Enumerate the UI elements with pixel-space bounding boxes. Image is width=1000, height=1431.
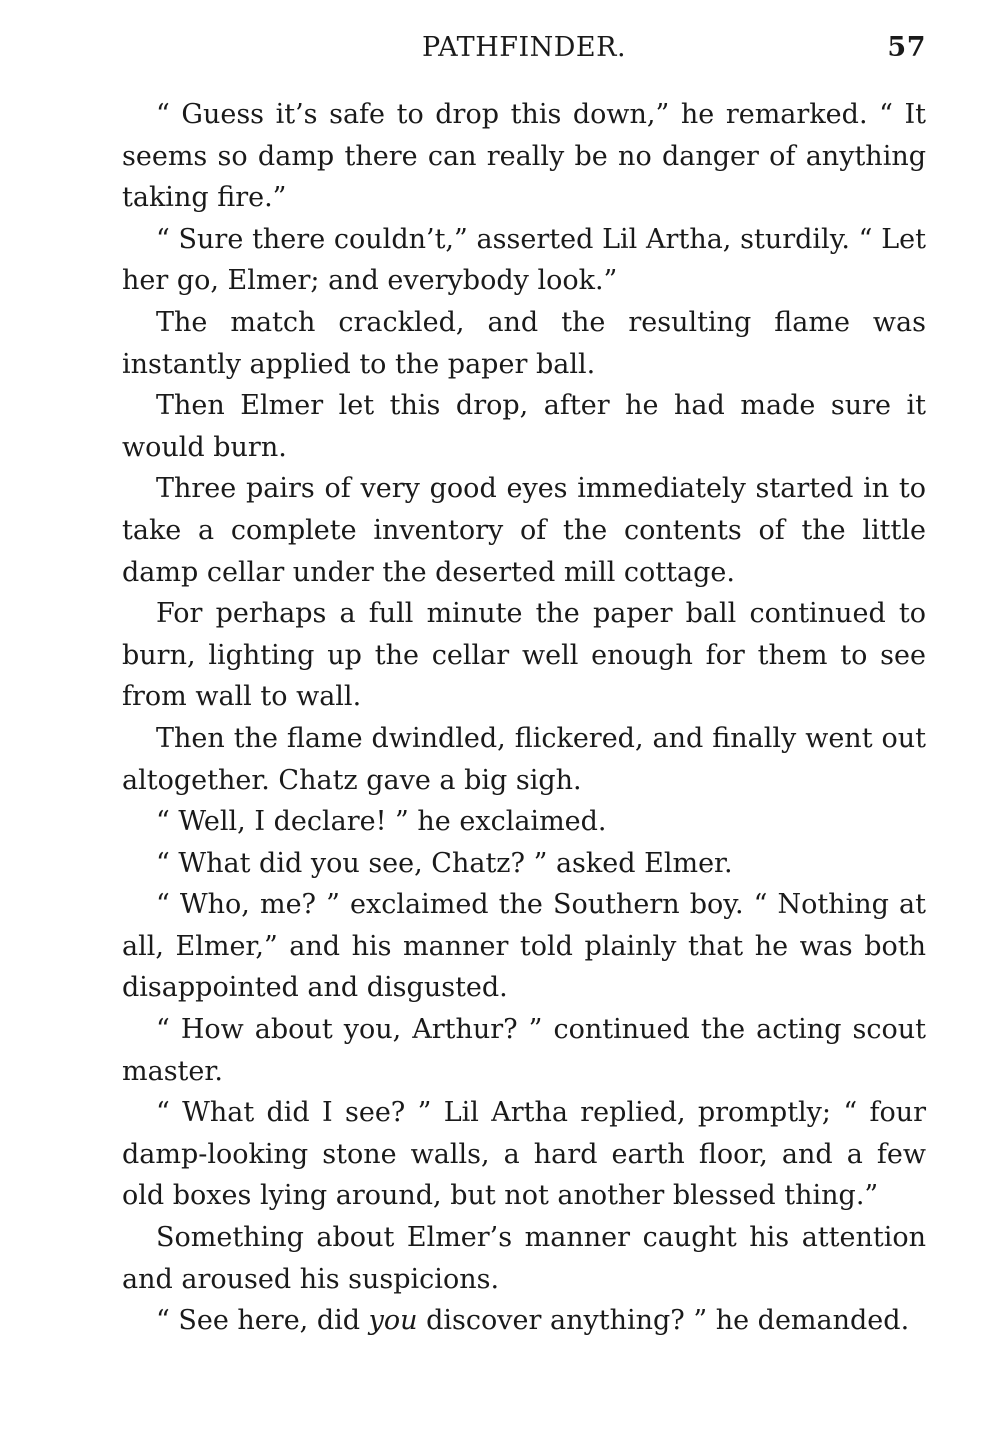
paragraph: “ What did I see? ” Lil Artha replied, promptly; “ four damp-looking stone walls, a hard earth floor, and a few old boxes lying around, but not another blessed thing.” <box>122 1097 926 1212</box>
last-paragraph-end: discover anything? ” he demanded. <box>417 1305 910 1337</box>
emphasized-word: you <box>368 1305 418 1337</box>
paragraph: Three pairs of very good eyes immediately started in to take a complete inventory of the contents of the little damp cellar under the deserted mill cottage. <box>122 473 926 588</box>
paragraph: The match crackled, and the resulting flame was instantly applied to the paper ball. <box>122 306 926 380</box>
paragraph: “ Who, me? ” exclaimed the Southern boy. “ Nothing at all, Elmer,” and his manner told plainly that he was both disappointed and disgusted. <box>122 889 926 1004</box>
paragraph: “ How about you, Arthur? ” continued the acting scout master. <box>122 1014 926 1087</box>
page-number: 57 <box>887 32 926 63</box>
page-header <box>122 32 926 72</box>
paragraph: Then Elmer let this drop, after he had made sure it would burn. <box>122 390 926 463</box>
body-text <box>122 94 926 1342</box>
last-paragraph-start: “ See here, did <box>156 1305 369 1337</box>
last-paragraph <box>122 1300 926 1342</box>
paragraph: Something about Elmer’s manner caught his attention and aroused his suspicions. <box>122 1222 926 1295</box>
paragraph: “ What did you see, Chatz? ” asked Elmer. <box>156 847 733 879</box>
paragraph: “ Well, I declare! ” he exclaimed. <box>156 806 607 838</box>
paragraph: “ Sure there couldn’t,” asserted Lil Artha, sturdily. “ Let her go, Elmer; and everybody look.” <box>122 223 926 297</box>
running-head: PATHFINDER. <box>421 32 627 63</box>
paragraph: “ Guess it’s safe to drop this down,” he remarked. “ It seems so damp there can really be no danger of anything taking fire.” <box>122 99 926 214</box>
paragraph: For perhaps a full minute the paper ball continued to burn, lighting up the cellar well enough for them to see from wall to wall. <box>122 598 926 713</box>
paragraph: Then the flame dwindled, flickered, and finally went out altogether. Chatz gave a big sigh. <box>122 722 926 796</box>
